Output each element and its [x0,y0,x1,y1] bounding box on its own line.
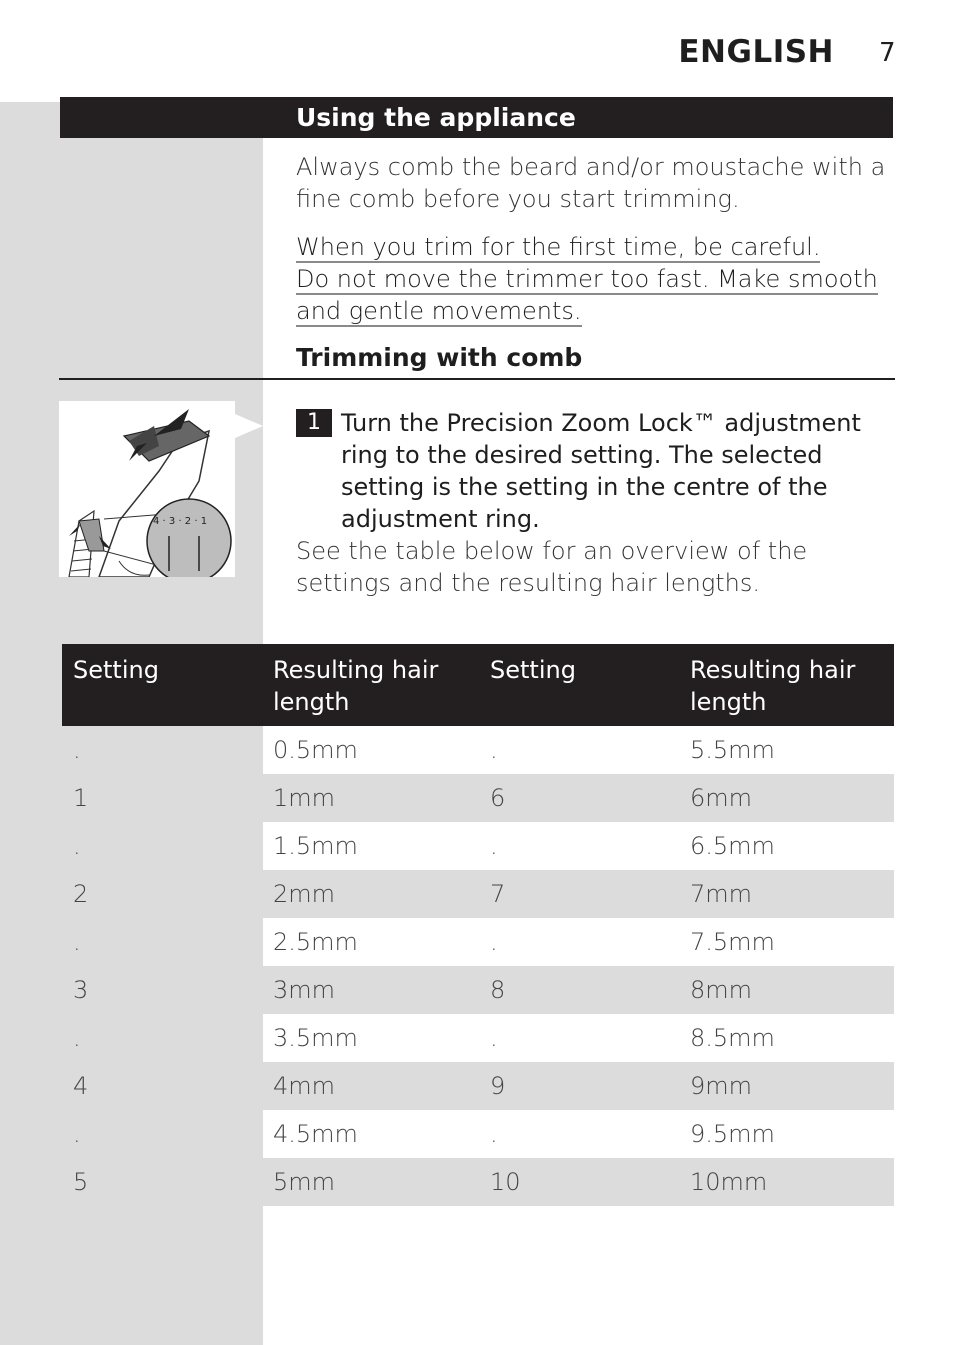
trimmer-illustration [59,401,235,577]
table-cell: 9mm [679,1062,894,1110]
caution-line-2: Do not move the trimmer too fast. Make smooth [296,265,878,293]
table-cell: 5 [62,1158,262,1206]
table-cell: 4 [62,1062,262,1110]
subsection-title: Trimming with comb [296,343,583,372]
table-cell: . [490,928,498,956]
table-cell: 7.5mm [690,928,775,956]
table-note: See the table below for an overview of the settings and the resulting hair lengths. [296,537,808,597]
table-row [62,1158,894,1206]
table-cell: 3.5mm [273,1024,358,1052]
table-cell: 3 [62,966,262,1014]
table-cell: 2.5mm [273,928,358,956]
table-cell: . [73,1120,81,1148]
table-cell: 2 [62,870,262,918]
table-cell: 9.5mm [690,1120,775,1148]
table-row [62,822,894,870]
table-cell: . [73,1024,81,1052]
header-length-1: Resulting hair length [262,644,479,726]
table-cell: . [73,736,81,764]
table-cell: 4mm [262,1062,479,1110]
table-cell: 6 [479,774,679,822]
table-cell: 0.5mm [273,736,358,764]
illustration-pointer [235,414,263,438]
table-cell: 8mm [679,966,894,1014]
table-cell: 10mm [679,1158,894,1206]
table-cell: 10 [479,1158,679,1206]
table-row [62,1062,894,1110]
table-cell: 9 [479,1062,679,1110]
header-setting-2: Setting [479,644,679,726]
table-cell: 5.5mm [690,736,775,764]
table-row [62,1014,894,1062]
table-cell: . [490,736,498,764]
trimmer-drawing-icon [59,401,235,577]
table-cell: 7mm [679,870,894,918]
table-cell: 2mm [262,870,479,918]
intro-paragraph: Always comb the beard and/or moustache with a fine comb before you start trimming. [296,153,886,213]
table-cell: . [490,1120,498,1148]
hair-length-table [62,644,894,1206]
page-number: 7 [879,38,896,68]
table-cell: . [490,832,498,860]
language-header: ENGLISH [678,34,834,70]
table-cell: 7 [479,870,679,918]
table-row [62,1110,894,1158]
ring-scale-label: 4 · 3 · 2 · 1 [153,516,208,527]
step-text: Turn the Precision Zoom Lock™ adjustment ring to the desired setting. The selected setting is the setting in the centre of the adjustment ring. [341,409,861,533]
table-cell: 5mm [262,1158,479,1206]
table-row [62,918,894,966]
table-cell: 8 [479,966,679,1014]
caution-line-1: When you trim for the first time, be careful. [296,233,821,261]
table-cell: 6mm [679,774,894,822]
table-row [62,870,894,918]
caution-line-3: and gentle movements. [296,297,582,325]
table-row [62,774,894,822]
table-row [62,966,894,1014]
table-header-row [62,644,894,726]
table-cell: . [490,1024,498,1052]
table-cell: . [73,832,81,860]
table-cell: 1mm [262,774,479,822]
header-length-2: Resulting hair length [679,644,894,726]
table-cell: 4.5mm [273,1120,358,1148]
table-row [62,726,894,774]
table-cell: . [73,928,81,956]
table-cell: 3mm [262,966,479,1014]
table-cell: 1.5mm [273,832,358,860]
step-number-badge: 1 [296,409,332,437]
caution-paragraph [296,231,886,327]
table-cell: 1 [62,774,262,822]
subsection-rule [59,378,895,380]
table-cell: 8.5mm [690,1024,775,1052]
table-cell: 6.5mm [690,832,775,860]
header-setting-1: Setting [62,644,262,726]
section-title: Using the appliance [296,103,576,132]
